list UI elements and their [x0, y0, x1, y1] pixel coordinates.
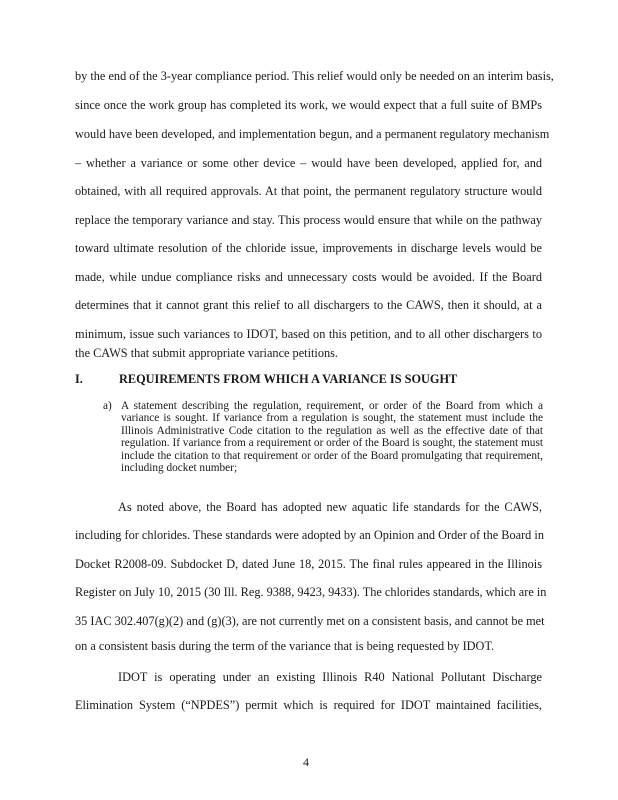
text-line: obtained, with all required approvals. At that point, the permanent regulatory structure would	[75, 184, 542, 198]
text-line: 35 IAC 302.407(g)(2) and (g)(3), are not currently met on a consistent basis, and cannot be met	[75, 614, 545, 628]
page-number: 4	[303, 755, 309, 769]
text-line: would have been developed, and implementation begun, and a permanent regulatory mechanism	[75, 127, 550, 141]
text-line: Register on July 10, 2015 (30 Ill. Reg. 9388, 9423, 9433). The chlorides standards, which are in	[75, 585, 547, 599]
text-line: by the end of the 3-year compliance period. This relief would only be needed on an interim basis,	[75, 69, 554, 83]
quote-text: A statement describing the regulation, requirement, or order of the Board from which a variance is sought. If variance from a regulation is sought, the statement must include the Illinois Administrative Code citation to the regulation as well as the effective date of that regulation. If variance from a requirement or order of the Board is sought, the statement must include the citation to that requirement or order of the Board promulgating that requirement, including docket number;	[121, 400, 543, 475]
block-quote	[103, 400, 543, 474]
text-line: – whether a variance or some other device – would have been developed, applied for, and	[75, 156, 542, 170]
text-line: the CAWS that submit appropriate variance petitions.	[75, 346, 338, 360]
text-line: made, while undue compliance risks and unnecessary costs would be avoided. If the Board	[75, 270, 542, 284]
text-line: determines that it cannot grant this relief to all dischargers to the CAWS, then it should, at a	[75, 298, 542, 312]
text-line: As noted above, the Board has adopted new aquatic life standards for the CAWS,	[118, 500, 542, 514]
text-line: Docket R2008-09. Subdocket D, dated June 18, 2015. The final rules appeared in the Illinois	[75, 557, 542, 571]
text-line: IDOT is operating under an existing Illinois R40 National Pollutant Discharge	[118, 670, 542, 684]
section-number: I.	[75, 372, 83, 386]
text-line: since once the work group has completed its work, we would expect that a full suite of BMPs	[75, 98, 542, 112]
text-line: Elimination System (“NPDES”) permit which is required for IDOT maintained facilities,	[75, 698, 542, 712]
text-line: minimum, issue such variances to IDOT, based on this petition, and to all other dischargers to	[75, 327, 542, 341]
text-line: replace the temporary variance and stay. This process would ensure that while on the pathway	[75, 213, 542, 227]
section-heading	[75, 372, 457, 386]
text-line: including for chlorides. These standards were adopted by an Opinion and Order of the Board in	[75, 528, 544, 542]
section-title: REQUIREMENTS FROM WHICH A VARIANCE IS SOUGHT	[119, 372, 458, 386]
list-marker: a)	[103, 400, 112, 412]
text-line: on a consistent basis during the term of the variance that is being requested by IDOT.	[75, 639, 495, 653]
text-line: toward ultimate resolution of the chloride issue, improvements in discharge levels would be	[75, 241, 542, 255]
